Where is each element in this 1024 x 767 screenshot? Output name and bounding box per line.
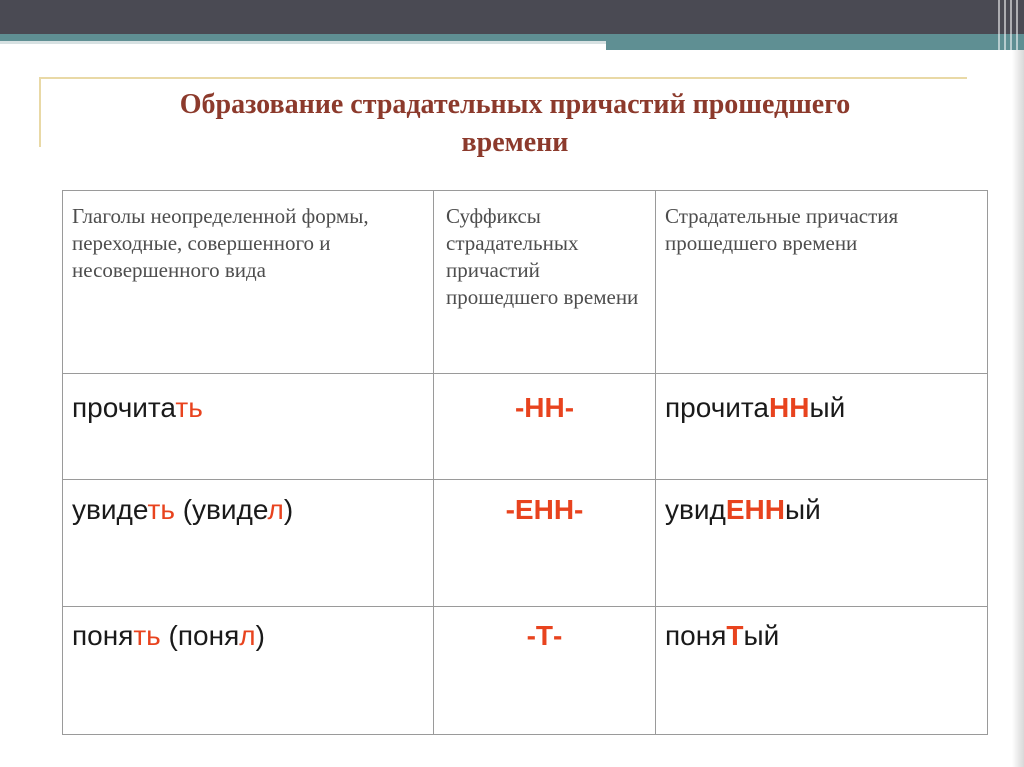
- table-row-suffix: -Т-: [526, 620, 563, 651]
- verb-past-ending: л: [239, 620, 256, 651]
- verb-stem: прочита: [72, 392, 176, 423]
- verb-past-stem: увиде: [192, 494, 268, 525]
- verb-paren-close: ): [283, 494, 294, 525]
- slide-title-line2: времени: [461, 127, 569, 158]
- header-suffixes: Суффиксы страдательных причастий прошедшего времени: [446, 204, 639, 309]
- table-row-verb: [72, 619, 265, 653]
- slide-title: [100, 86, 930, 162]
- top-accent-stripe-right: [606, 41, 1024, 50]
- slide-edge-shadow: [1012, 50, 1024, 767]
- participle-ending: ый: [743, 620, 780, 651]
- title-frame-top: [39, 77, 967, 79]
- participle-stem: прочита: [665, 392, 770, 423]
- title-frame-left: [39, 77, 41, 147]
- corner-stripes: [994, 0, 1024, 50]
- verb-ending: ть: [175, 392, 203, 423]
- table-row-verb: [72, 391, 203, 425]
- table-row-participle: [665, 493, 821, 527]
- verb-past-stem: поня: [177, 620, 240, 651]
- verb-paren-open: (: [160, 620, 178, 651]
- top-accent-gap: [0, 41, 606, 44]
- header-participles: Страдательные причастия прошедшего времени: [665, 204, 899, 255]
- table-row-verb: [72, 493, 293, 527]
- top-decor-bar: [0, 0, 1024, 34]
- participle-ending: ый: [809, 392, 846, 423]
- verb-ending: ть: [147, 494, 175, 525]
- top-accent-stripe: [0, 34, 1024, 41]
- verb-ending: ть: [133, 620, 161, 651]
- participle-suffix: Т: [726, 620, 744, 651]
- verb-paren-close: ): [255, 620, 265, 651]
- table-row-divider: [63, 373, 987, 374]
- table-column-divider: [655, 191, 656, 734]
- verb-stem: увиде: [72, 494, 148, 525]
- verb-paren-open: (: [174, 494, 193, 525]
- table-row-suffix: -НН-: [514, 392, 575, 423]
- participle-suffix: НН: [769, 392, 810, 423]
- participle-stem: увид: [665, 494, 726, 525]
- participle-ending: ый: [784, 494, 821, 525]
- participle-suffix: ЕНН: [725, 494, 785, 525]
- table-row-divider: [63, 479, 987, 480]
- participle-stem: поня: [665, 620, 727, 651]
- header-infinitive-verbs: Глаголы неопределенной формы, переходные, совершенного и несовершенного вида: [72, 204, 369, 282]
- table-row-participle: [665, 619, 779, 653]
- table-row-participle: [665, 391, 845, 425]
- formation-table: [62, 190, 988, 735]
- table-row-divider: [63, 606, 987, 607]
- table-row-suffix: -ЕНН-: [505, 494, 584, 525]
- slide-title-line1: Образование страдательных причастий прошедшего: [179, 89, 851, 120]
- verb-past-ending: л: [267, 494, 284, 525]
- verb-stem: поня: [72, 620, 134, 651]
